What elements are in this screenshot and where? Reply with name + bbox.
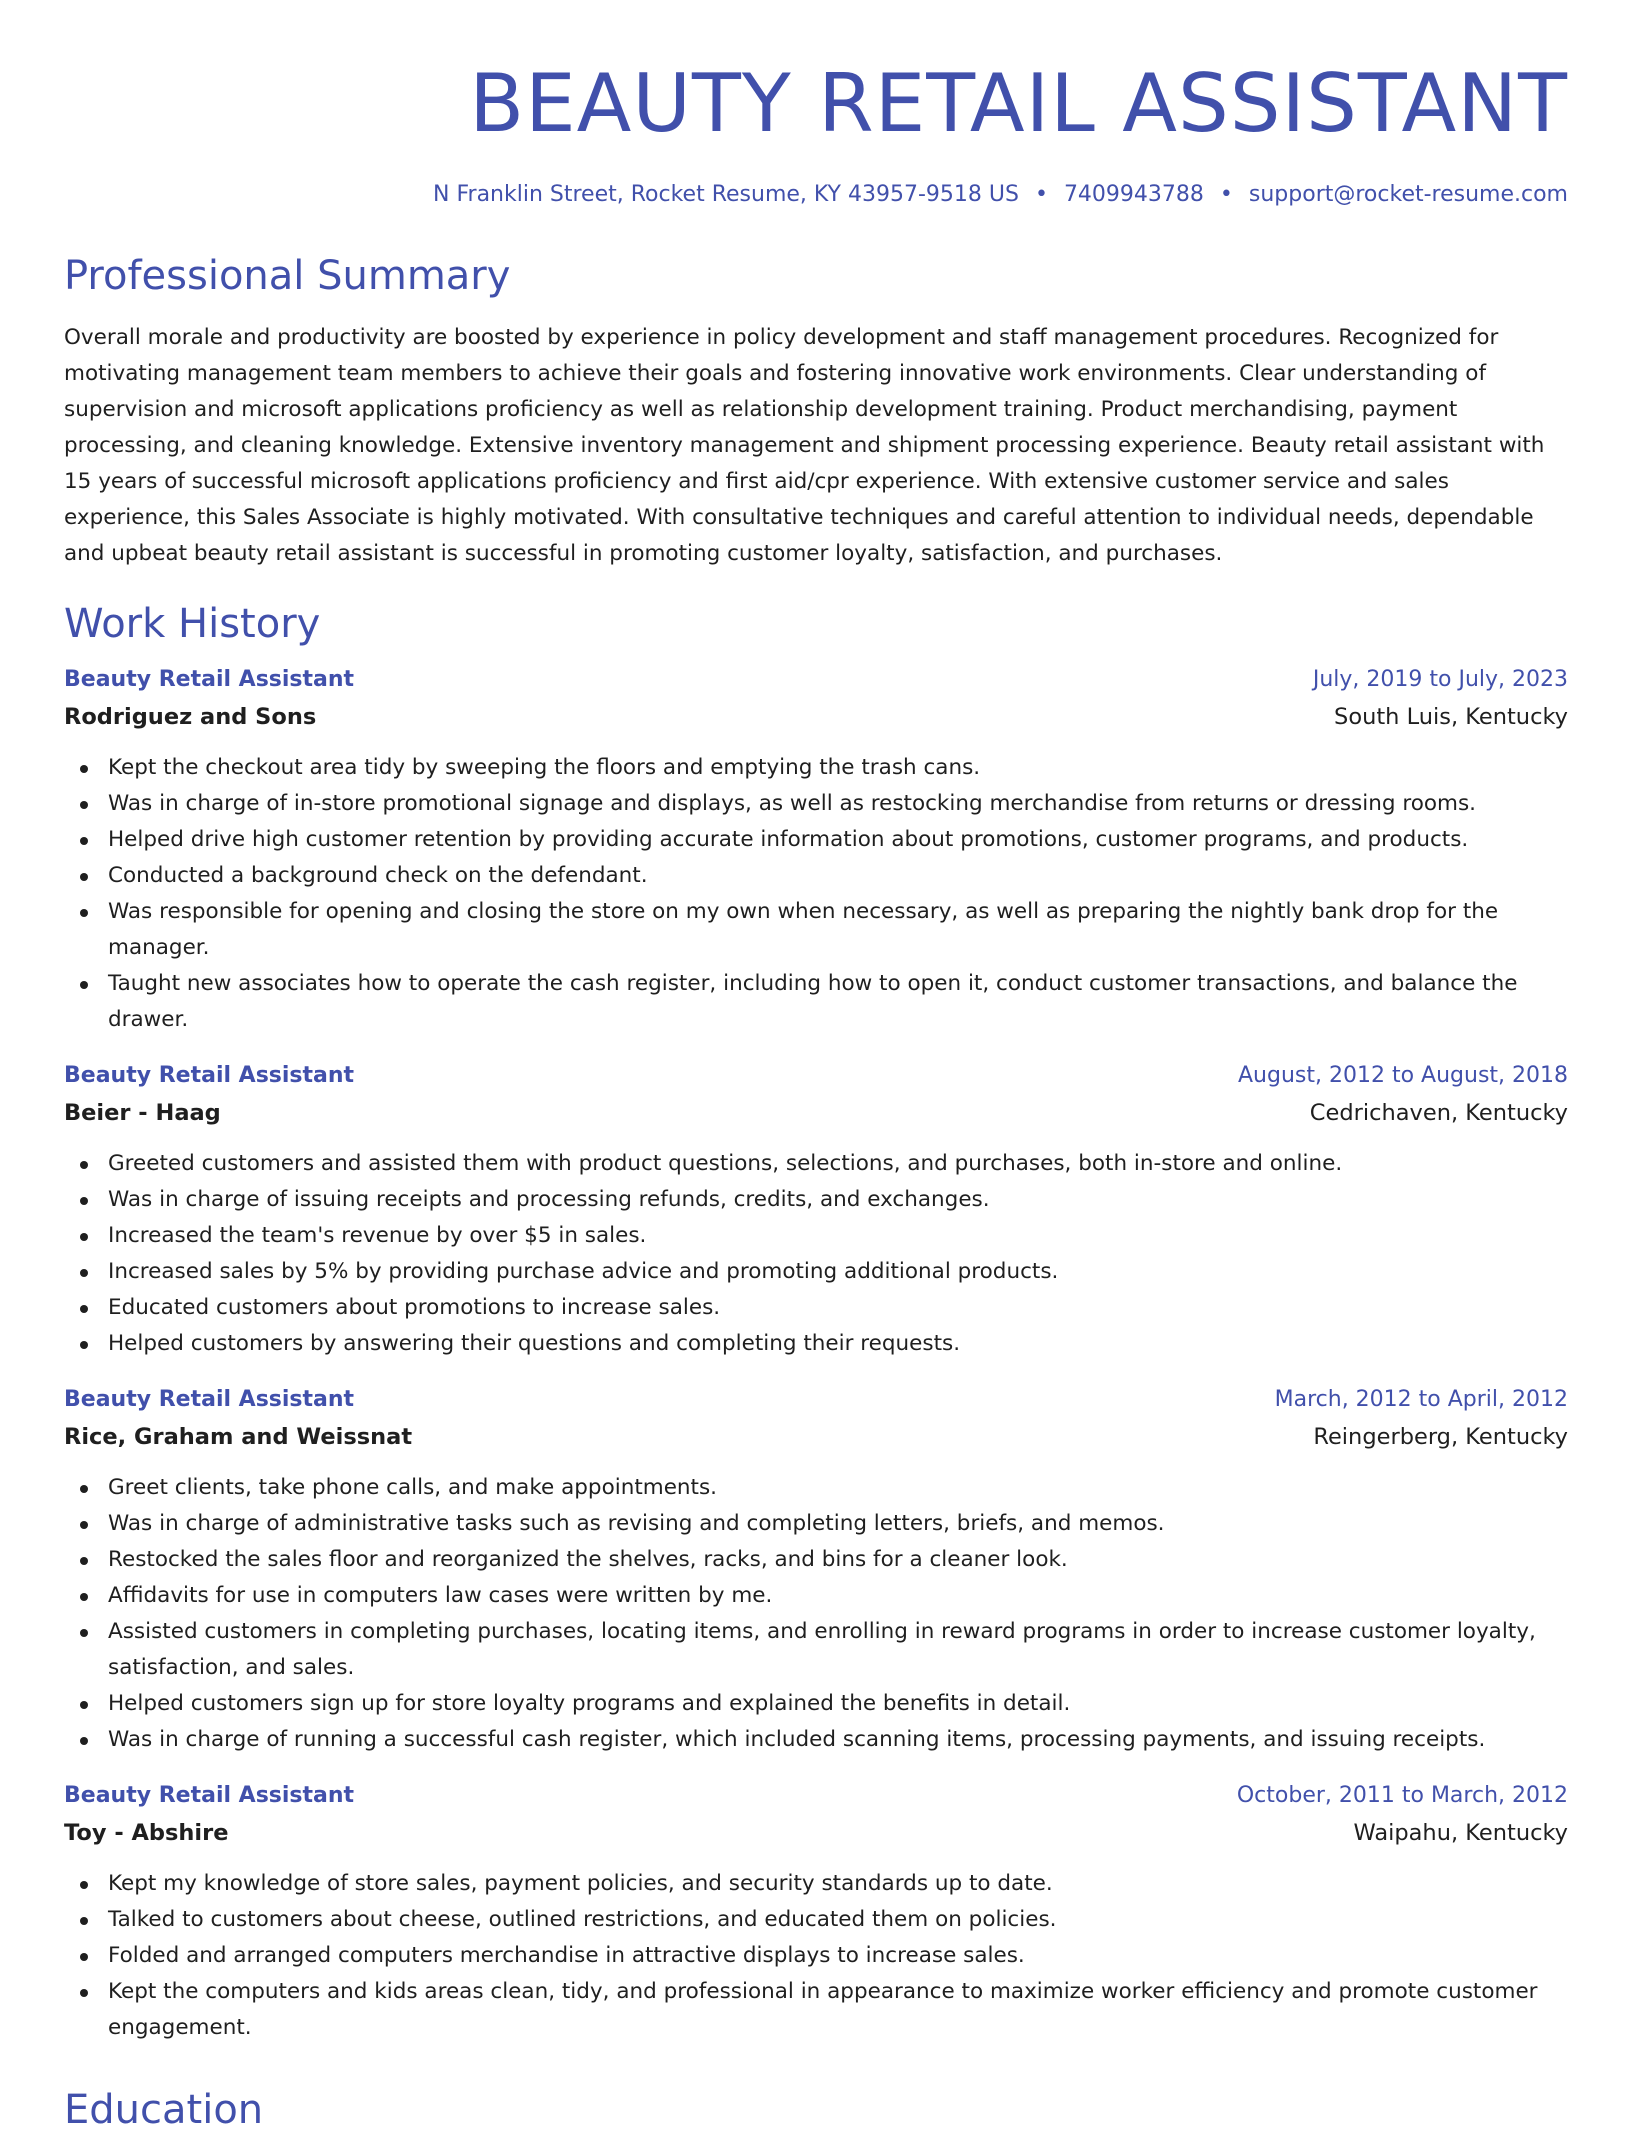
contact-separator: • <box>1219 182 1233 207</box>
job-bullet: Was in charge of running a successful cash register, which included scanning items, processing payments, and issuing receipts. <box>64 1722 1568 1758</box>
job-bullets <box>64 750 1568 1038</box>
job-header <box>64 1778 1568 1814</box>
job-bullet: Was in charge of administrative tasks such as revising and completing letters, briefs, and memos. <box>64 1506 1568 1542</box>
job-employer-row <box>64 1418 1568 1456</box>
job-location: Waipahu, Kentucky <box>1353 1820 1568 1846</box>
job-employer-row <box>64 698 1568 736</box>
job-title: Beauty Retail Assistant <box>64 1063 355 1088</box>
job-bullet: Increased sales by 5% by providing purchase advice and promoting additional products. <box>64 1254 1568 1290</box>
job-bullet: Assisted customers in completing purchases, locating items, and enrolling in reward programs in order to increase customer loyalty, satisfaction, and sales. <box>64 1614 1568 1686</box>
job-bullet: Helped drive high customer retention by providing accurate information about promotions, customer programs, and products. <box>64 822 1568 858</box>
job-company: Beier - Haag <box>64 1100 221 1126</box>
job-employer-row <box>64 1814 1568 1852</box>
job-bullet: Was in charge of issuing receipts and processing refunds, credits, and exchanges. <box>64 1182 1568 1218</box>
job-bullet: Greeted customers and assisted them with product questions, selections, and purchases, both in-store and online. <box>64 1146 1568 1182</box>
work-history-heading: Work History <box>64 601 321 647</box>
job-bullets <box>64 1866 1568 2046</box>
contact-separator: • <box>1034 182 1048 207</box>
resume-name: BEAUTY RETAIL ASSISTANT <box>469 57 1568 150</box>
job-company: Toy - Abshire <box>64 1820 229 1846</box>
job-bullet: Affidavits for use in computers law cases were written by me. <box>64 1578 1568 1614</box>
job-header <box>64 1058 1568 1094</box>
job-entry <box>64 1058 1568 1362</box>
education-heading: Education <box>64 2087 264 2133</box>
job-bullet: Greet clients, take phone calls, and make appointments. <box>64 1470 1568 1506</box>
job-bullet: Increased the team's revenue by over $5 in sales. <box>64 1218 1568 1254</box>
job-company: Rodriguez and Sons <box>64 704 317 730</box>
contact-phone: 7409943788 <box>1063 182 1204 207</box>
job-title: Beauty Retail Assistant <box>64 1783 355 1808</box>
job-dates: July, 2019 to July, 2023 <box>1312 667 1568 692</box>
job-title: Beauty Retail Assistant <box>64 1387 355 1412</box>
job-bullet: Helped customers sign up for store loyalty programs and explained the benefits in detail. <box>64 1686 1568 1722</box>
job-bullets <box>64 1470 1568 1758</box>
job-header <box>64 662 1568 698</box>
job-bullet: Taught new associates how to operate the cash register, including how to open it, conduct customer transactions, and balance the drawer. <box>64 966 1568 1038</box>
job-title: Beauty Retail Assistant <box>64 667 355 692</box>
job-bullet: Folded and arranged computers merchandise in attractive displays to increase sales. <box>64 1938 1568 1974</box>
job-dates: August, 2012 to August, 2018 <box>1238 1063 1568 1088</box>
job-bullet: Educated customers about promotions to increase sales. <box>64 1290 1568 1326</box>
job-location: Reingerberg, Kentucky <box>1313 1424 1568 1450</box>
job-company: Rice, Graham and Weissnat <box>64 1424 413 1450</box>
job-bullet: Helped customers by answering their questions and completing their requests. <box>64 1326 1568 1362</box>
job-header <box>64 1382 1568 1418</box>
job-dates: October, 2011 to March, 2012 <box>1236 1783 1568 1808</box>
job-entry <box>64 1778 1568 2046</box>
contact-email: support@rocket-resume.com <box>1248 182 1568 207</box>
job-bullet: Kept the checkout area tidy by sweeping the floors and emptying the trash cans. <box>64 750 1568 786</box>
job-bullet: Kept my knowledge of store sales, payment policies, and security standards up to date. <box>64 1866 1568 1902</box>
job-entry <box>64 1382 1568 1758</box>
job-bullets <box>64 1146 1568 1362</box>
contact-address: N Franklin Street, Rocket Resume, KY 43957-9518 US <box>433 182 1019 207</box>
job-employer-row <box>64 1094 1568 1132</box>
contact-line <box>64 180 1568 210</box>
summary-heading: Professional Summary <box>64 253 511 299</box>
job-location: Cedrichaven, Kentucky <box>1309 1100 1568 1126</box>
job-bullet: Was in charge of in-store promotional signage and displays, as well as restocking merchandise from returns or dressing rooms. <box>64 786 1568 822</box>
job-bullet: Talked to customers about cheese, outlined restrictions, and educated them on policies. <box>64 1902 1568 1938</box>
summary-text: Overall morale and productivity are boosted by experience in policy development and staff management procedures. Recognized for motivating management team members to achieve their goals and fostering innovative work environments. Clear understanding of supervision and microsoft applications proficiency as well as relationship development training. Product merchandising, payment processing, and cleaning knowledge. Extensive inventory management and shipment processing experience. Beauty retail assistant with 15 years of successful microsoft applications proficiency and first aid/cpr experience. With extensive customer service and sales experience, this Sales Associate is highly motivated. With consultative techniques and careful attention to individual needs, dependable and upbeat beauty retail assistant is successful in promoting customer loyalty, satisfaction, and purchases. <box>64 325 1545 566</box>
job-bullet: Was responsible for opening and closing the store on my own when necessary, as well as preparing the nightly bank drop for the manager. <box>64 894 1568 966</box>
job-dates: March, 2012 to April, 2012 <box>1274 1387 1568 1412</box>
job-entry <box>64 662 1568 1038</box>
job-bullet: Restocked the sales floor and reorganized the shelves, racks, and bins for a cleaner look. <box>64 1542 1568 1578</box>
job-bullet: Kept the computers and kids areas clean, tidy, and professional in appearance to maximize worker efficiency and promote customer engagement. <box>64 1974 1568 2046</box>
job-location: South Luis, Kentucky <box>1334 704 1568 730</box>
job-bullet: Conducted a background check on the defendant. <box>64 858 1568 894</box>
